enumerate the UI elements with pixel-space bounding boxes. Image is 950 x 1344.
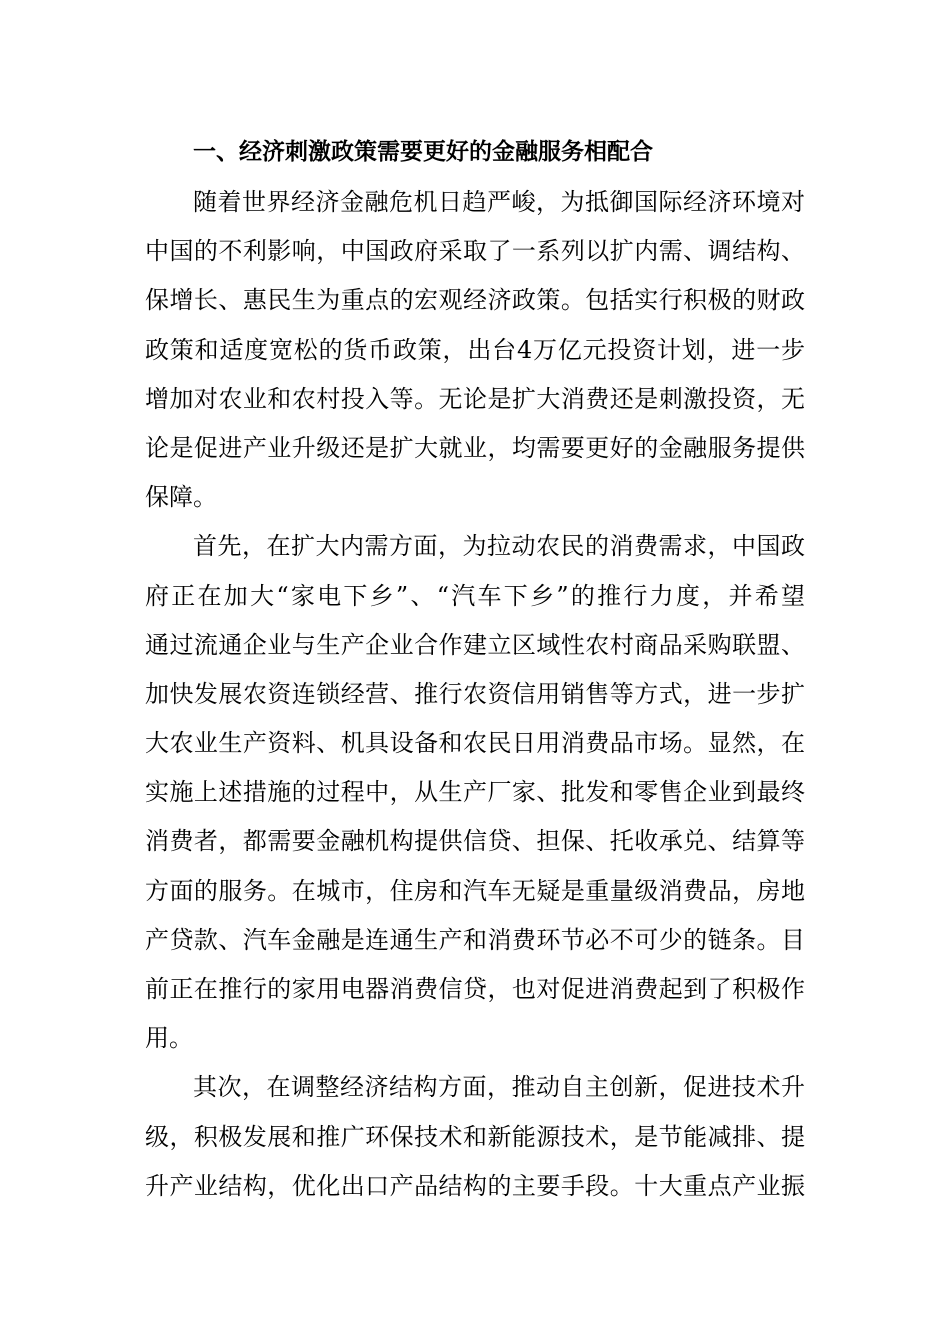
paragraph-line: 升产业结构，优化出口产品结构的主要手段。十大重点产业振 — [145, 1171, 805, 1200]
paragraph-line: 保障。 — [145, 483, 217, 512]
paragraph-line: 级，积极发展和推广环保技术和新能源技术，是节能减排、提 — [145, 1122, 805, 1151]
paragraph-line: 加快发展农资连锁经营、推行农资信用销售等方式，进一步扩 — [145, 679, 805, 708]
paragraph-line: 中国的不利影响，中国政府采取了一系列以扩内需、调结构、 — [145, 237, 805, 266]
paragraph-line: 首先，在扩大内需方面，为拉动农民的消费需求，中国政 — [193, 532, 805, 561]
section-heading: 一、经济刺激政策需要更好的金融服务相配合 — [193, 139, 653, 165]
paragraph-line: 增加对农业和农村投入等。无论是扩大消费还是刺激投资，无 — [145, 384, 805, 413]
paragraph-line: 消费者，都需要金融机构提供信贷、担保、托收承兑、结算等 — [145, 827, 805, 856]
paragraph-line: 随着世界经济金融危机日趋严峻，为抵御国际经济环境对 — [193, 188, 805, 216]
paragraph-line: 论是促进产业升级还是扩大就业，均需要更好的金融服务提供 — [145, 433, 805, 462]
paragraph-line: 用。 — [145, 1024, 193, 1053]
paragraph-line: 产贷款、汽车金融是连通生产和消费环节必不可少的链条。目 — [145, 925, 805, 954]
paragraph-3 — [145, 1063, 805, 1211]
paragraph-line: 实施上述措施的过程中，从生产厂家、批发和零售企业到最终 — [145, 778, 805, 807]
paragraph-line: 大农业生产资料、机具设备和农民日用消费品市场。显然，在 — [145, 729, 805, 758]
paragraph-line: 通过流通企业与生产企业合作建立区域性农村商品采购联盟、 — [145, 630, 805, 659]
paragraph-line: 政策和适度宽松的货币政策，出台4万亿元投资计划，进一步 — [145, 335, 805, 364]
paragraph-line: 保增长、惠民生为重点的宏观经济政策。包括实行积极的财政 — [145, 286, 805, 315]
paragraph-line: 其次，在调整经济结构方面，推动自主创新，促进技术升 — [193, 1073, 805, 1102]
paragraph-line: 前正在推行的家用电器消费信贷，也对促进消费起到了积极作 — [145, 975, 805, 1003]
paragraph-line: 府正在加大“家电下乡”、“汽车下乡”的推行力度，并希望 — [145, 581, 805, 610]
paragraph-1 — [145, 178, 805, 522]
paragraph-2 — [145, 522, 805, 1063]
paragraph-line: 方面的服务。在城市，住房和汽车无疑是重量级消费品，房地 — [145, 876, 805, 905]
body-text — [145, 178, 805, 1211]
